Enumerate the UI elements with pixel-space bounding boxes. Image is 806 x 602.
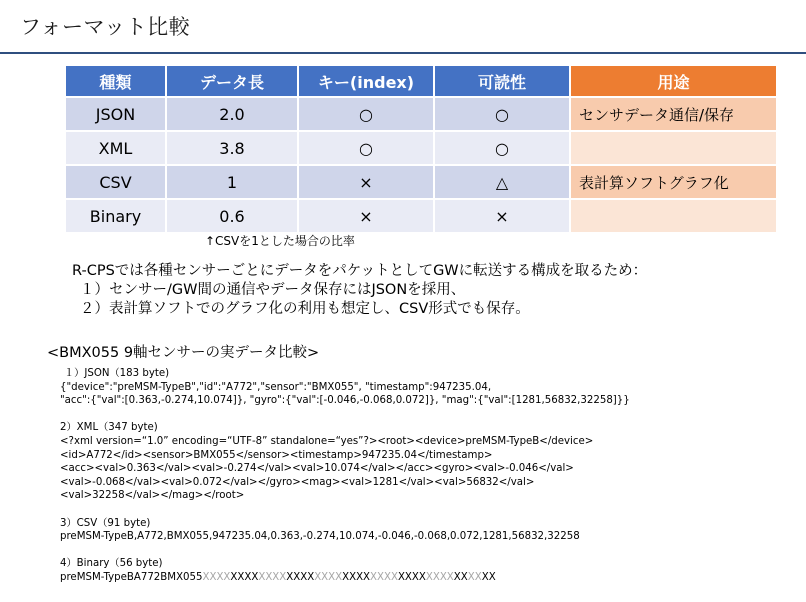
binary-segment: XXXX <box>230 571 259 583</box>
cell-usage: センサデータ通信/保存 <box>570 97 777 131</box>
binary-segment: XXXX <box>258 571 287 583</box>
xml-sample-line: <?xml version=“1.0” encoding=“UTF-8” standalone=“yes”?><root><device>preMSM-TypeB</device> <box>60 435 594 447</box>
table-row <box>65 97 777 131</box>
table-row <box>65 131 777 165</box>
cell-key: × <box>298 165 434 199</box>
cell-readability: × <box>434 199 570 233</box>
slide-title: フォーマット比較 <box>20 15 191 39</box>
description-line: １）センサー/GW間の通信やデータ保存にはJSONを採用、 <box>80 282 466 298</box>
header-length: データ長 <box>166 65 298 97</box>
cell-length: 2.0 <box>166 97 298 131</box>
description-paragraph <box>72 262 647 319</box>
format-comparison-table <box>64 64 778 234</box>
cell-type: JSON <box>65 97 166 131</box>
table-row <box>65 199 777 233</box>
csv-sample-line: preMSM-TypeB,A772,BMX055,947235.04,0.363,-0.274,10.074,-0.046,-0.068,0.072,1281,56832,32258 <box>60 531 580 543</box>
binary-segment: XXXX <box>342 571 371 583</box>
cell-type: Binary <box>65 199 166 233</box>
cell-readability: ○ <box>434 97 570 131</box>
binary-prefix: preMSM-TypeBA772BMX055 <box>60 571 203 583</box>
description-line: R-CPSでは各種センサーごとにデータをパケットとしてGWに転送する構成を取るため： <box>72 263 648 279</box>
binary-segment: XX <box>481 571 496 583</box>
cell-key: ○ <box>298 131 434 165</box>
binary-segment: XXXX <box>314 571 343 583</box>
cell-key: × <box>298 199 434 233</box>
sample-data-block <box>60 367 630 585</box>
cell-type: XML <box>65 131 166 165</box>
header-usage: 用途 <box>570 65 777 97</box>
binary-segment: XXXX <box>202 571 231 583</box>
description-line: ２）表計算ソフトでのグラフ化の利用も想定し、CSV形式でも保存。 <box>80 301 530 317</box>
comparison-title: <BMX055 9軸センサーの実データ比較> <box>47 345 320 361</box>
header-key: キー(index) <box>298 65 434 97</box>
binary-segment: XXXX <box>370 571 398 583</box>
json-sample-line: "acc":{"val":[0.363,-0.274,10.074]}, "gyro":{"val":[-0.046,-0.068,0.072]}, "mag":{"val":[1281,56832,32258]}} <box>60 395 630 407</box>
title-divider <box>0 52 806 54</box>
xml-sample-header: 2）XML（347 byte) <box>60 422 158 434</box>
json-sample-header: １）JSON（183 byte) <box>64 368 170 379</box>
binary-segment: XXXX <box>286 571 315 583</box>
cell-length: 3.8 <box>166 131 298 165</box>
xml-sample-line: <id>A772</id><sensor>BMX055</sensor><timestamp>947235.04</timestamp> <box>60 449 493 461</box>
header-readability: 可読性 <box>434 65 570 97</box>
cell-readability: △ <box>434 165 570 199</box>
xml-sample-line: <val>32258</val></mag></root> <box>60 490 245 502</box>
cell-key: ○ <box>298 97 434 131</box>
cell-length: 1 <box>166 165 298 199</box>
xml-sample-line: <val>-0.068</val><val>0.072</val></gyro><mag><val>1281</val><val>56832</val> <box>60 476 535 488</box>
table-header-row <box>65 65 777 97</box>
json-sample-line: {"device":"preMSM-TypeB","id":"A772","sensor":"BMX055", "timestamp":947235.04, <box>60 381 492 393</box>
cell-usage <box>570 199 777 233</box>
binary-sample-line <box>60 571 630 585</box>
cell-readability: ○ <box>434 131 570 165</box>
cell-length: 0.6 <box>166 199 298 233</box>
cell-type: CSV <box>65 165 166 199</box>
csv-sample-header: 3）CSV（91 byte) <box>60 517 151 529</box>
binary-segment: XX <box>453 571 468 583</box>
binary-segment: XXXX <box>425 571 454 583</box>
cell-usage: 表計算ソフトグラフ化 <box>570 165 777 199</box>
table-row <box>65 165 777 199</box>
xml-sample-line: <acc><val>0.363</val><val>-0.274</val><val>10.074</val></acc><gyro><val>-0.046</val> <box>60 463 574 475</box>
binary-segment: XX <box>467 571 482 583</box>
binary-segment: XXXX <box>397 571 426 583</box>
header-type: 種類 <box>65 65 166 97</box>
cell-usage <box>570 131 777 165</box>
table-note: ↑CSVを1とした場合の比率 <box>205 234 355 248</box>
binary-sample-header: 4）Binary（56 byte) <box>60 558 163 570</box>
